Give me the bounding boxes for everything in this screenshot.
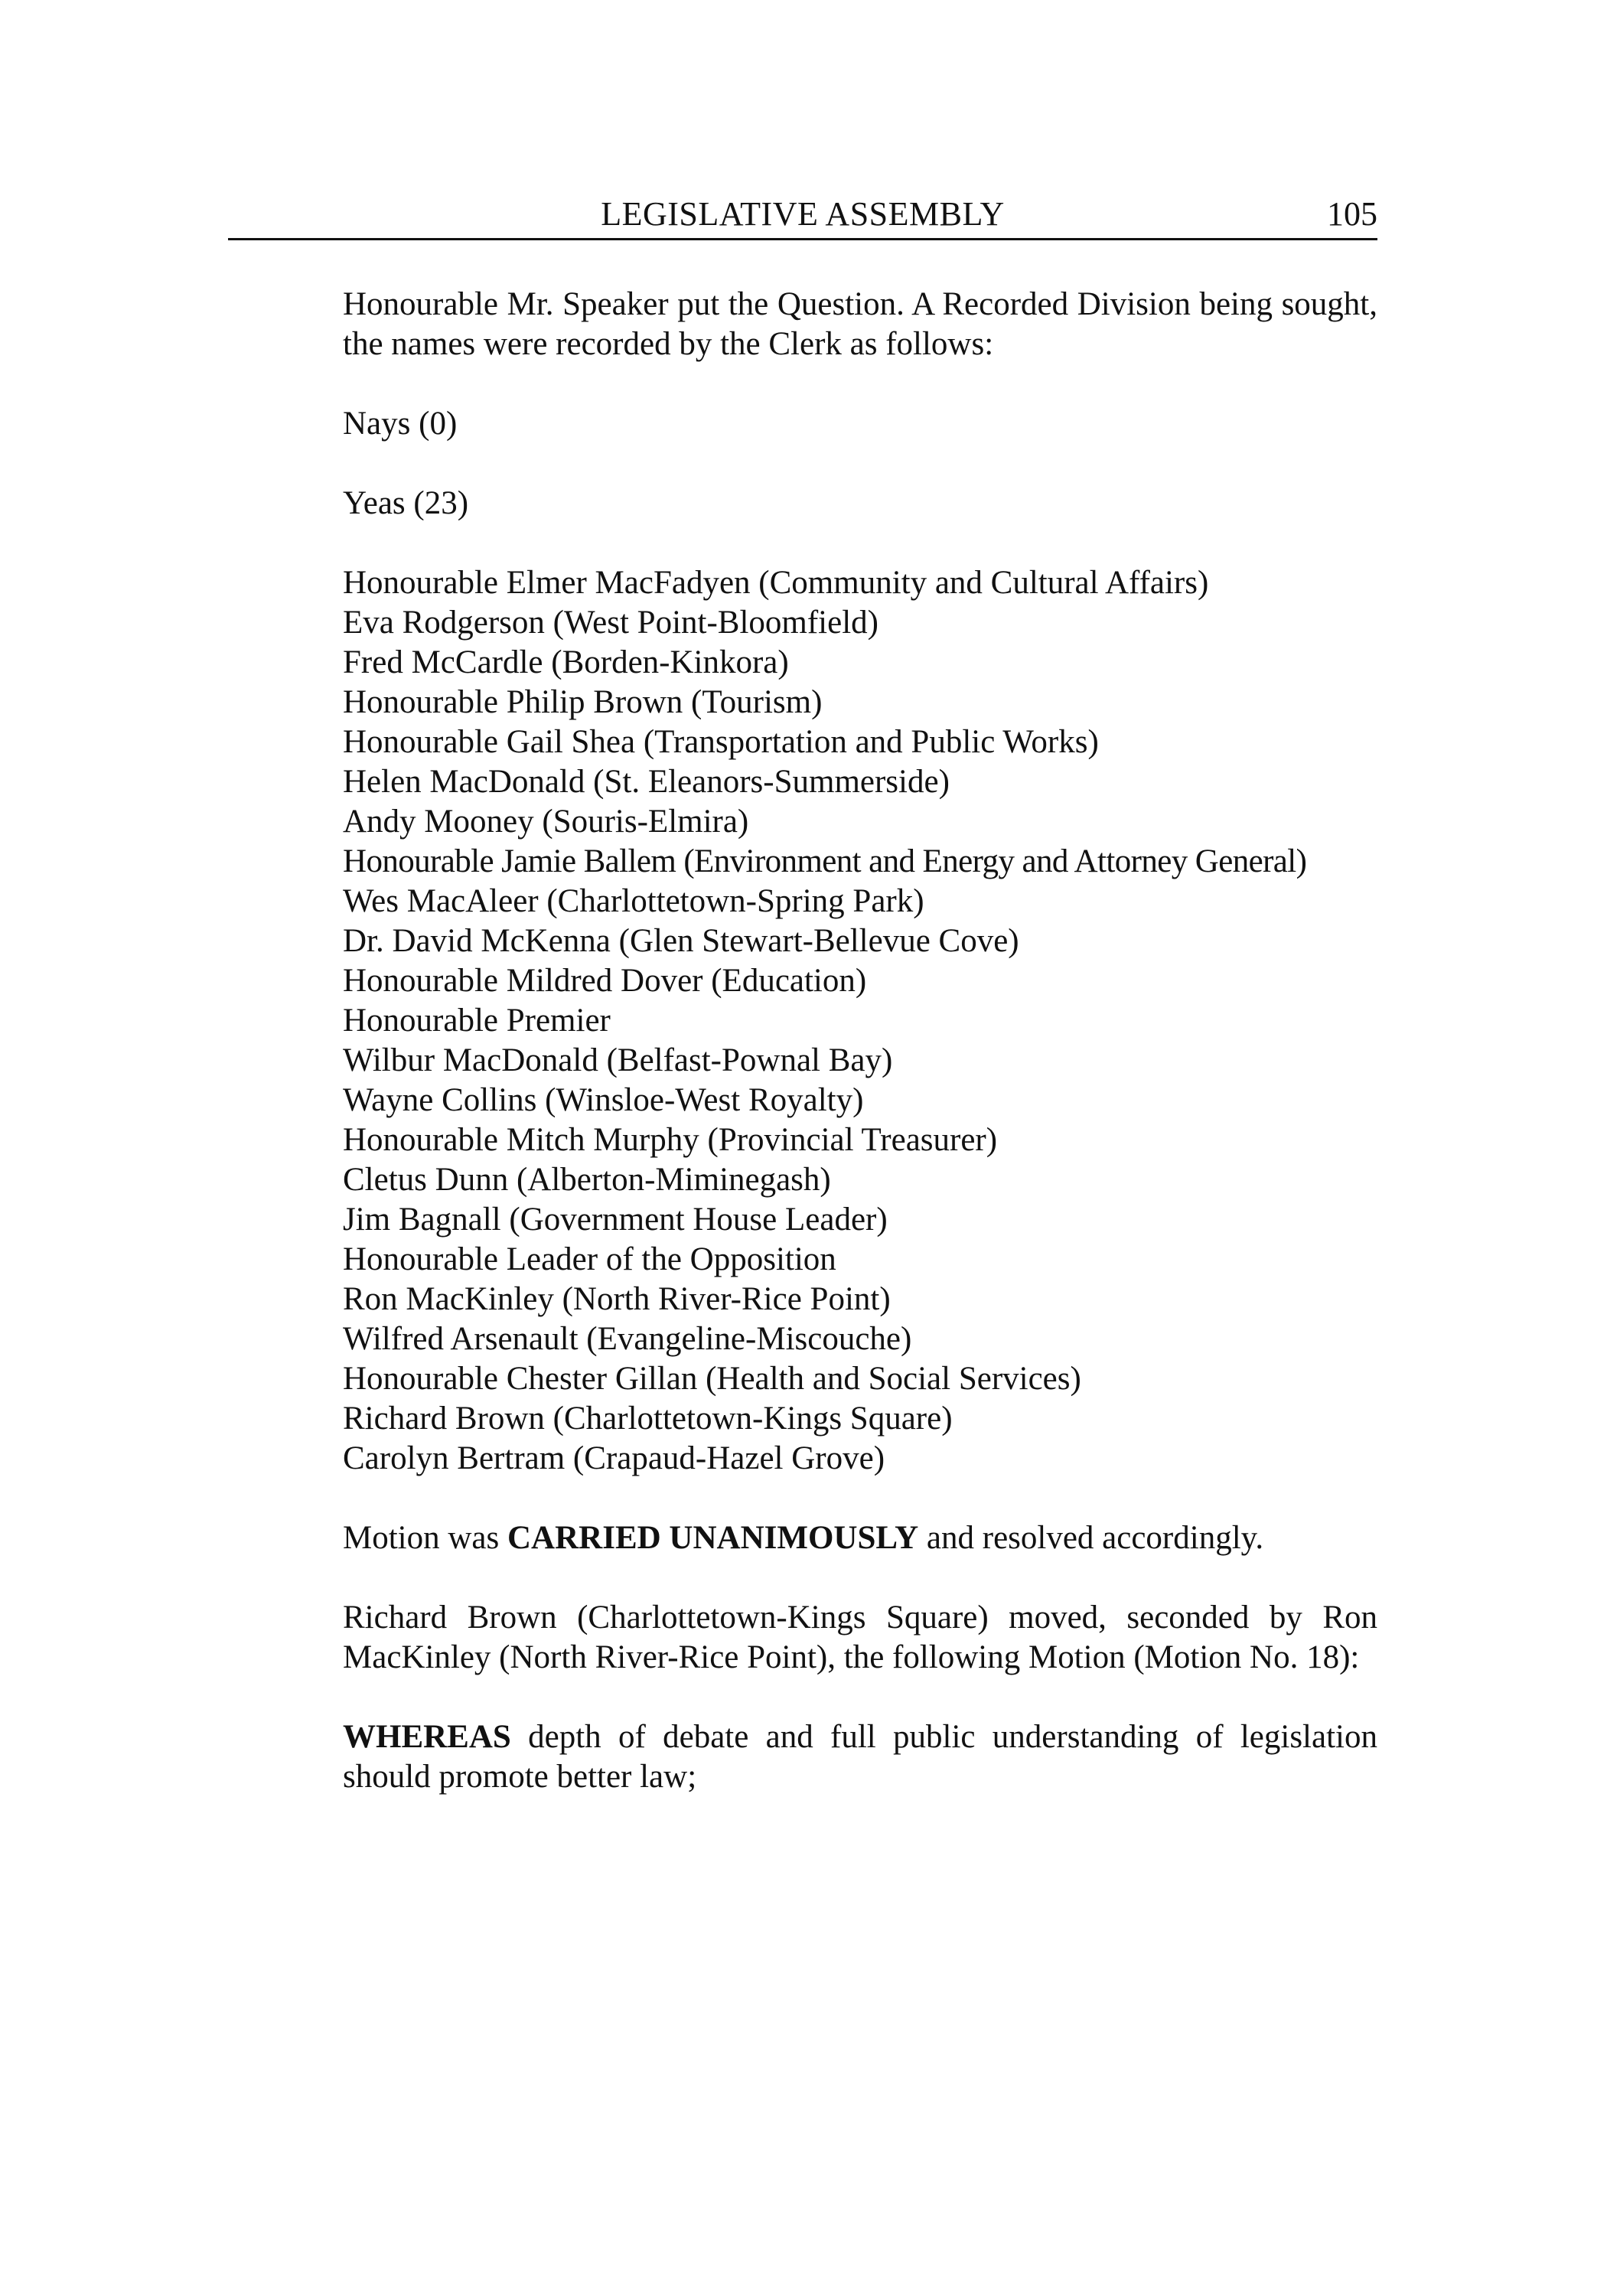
member-entry: Wayne Collins (Winsloe-West Royalty) (343, 1082, 864, 1118)
yeas-heading: Yeas (23) (343, 485, 469, 521)
motion-result (343, 1518, 1377, 1558)
division-intro: Honourable Mr. Speaker put the Question. A Recorded Division being sought, the names were recorded by the Clerk as follows: (343, 286, 1377, 362)
member-entry: Honourable Chester Gillan (Health and Social Services) (343, 1361, 1081, 1397)
yeas-member-list (343, 563, 1377, 1479)
whereas-clause (343, 1717, 1377, 1797)
member-entry: Jim Bagnall (Government House Leader) (343, 1202, 888, 1238)
result-prefix: Motion was (343, 1520, 507, 1556)
running-head-title: LEGISLATIVE ASSEMBLY (601, 195, 1005, 233)
member-entry: Wilfred Arsenault (Evangeline-Miscouche) (343, 1321, 912, 1357)
member-entry: Carolyn Bertram (Crapaud-Hazel Grove) (343, 1440, 885, 1476)
member-entry: Helen MacDonald (St. Eleanors-Summerside) (343, 764, 950, 800)
member-entry: Honourable Mitch Murphy (Provincial Treasurer) (343, 1122, 998, 1158)
member-entry: Richard Brown (Charlottetown-Kings Square) (343, 1401, 953, 1437)
member-entry: Fred McCardle (Borden-Kinkora) (343, 644, 789, 680)
nays-heading: Nays (0) (343, 406, 458, 442)
member-entry: Wes MacAleer (Charlottetown-Spring Park) (343, 883, 924, 919)
member-entry: Ron MacKinley (North River-Rice Point) (343, 1281, 891, 1317)
member-entry: Honourable Elmer MacFadyen (Community and Cultural Affairs) (343, 565, 1209, 601)
member-entry: Dr. David McKenna (Glen Stewart-Bellevue Cove) (343, 923, 1019, 959)
member-entry: Honourable Jamie Ballem (Environment and Energy and Attorney General) (343, 843, 1307, 879)
member-entry: Honourable Philip Brown (Tourism) (343, 684, 823, 720)
running-head (228, 191, 1377, 237)
result-suffix: and resolved accordingly. (918, 1520, 1264, 1556)
whereas-text: depth of debate and full public understanding of legislation should promote better law; (343, 1719, 1377, 1795)
member-entry: Honourable Leader of the Opposition (343, 1241, 836, 1277)
header-rule (228, 238, 1377, 240)
member-entry: Wilbur MacDonald (Belfast-Pownal Bay) (343, 1042, 893, 1078)
page-number: 105 (1327, 195, 1377, 233)
member-entry: Honourable Mildred Dover (Education) (343, 963, 867, 999)
journal-body (343, 285, 1377, 1797)
whereas-keyword: WHEREAS (343, 1719, 511, 1755)
member-entry: Cletus Dunn (Alberton-Miminegash) (343, 1162, 831, 1198)
result-emphasis: CARRIED UNANIMOUSLY (507, 1520, 919, 1556)
member-entry: Eva Rodgerson (West Point-Bloomfield) (343, 605, 878, 641)
motion-statement: Richard Brown (Charlottetown-Kings Square) moved, seconded by Ron MacKinley (North River-Rice Point), the following Motion (Motion No. 18): (343, 1600, 1377, 1675)
member-entry: Honourable Premier (343, 1003, 611, 1039)
member-entry: Honourable Gail Shea (Transportation and Public Works) (343, 724, 1099, 760)
member-entry: Andy Mooney (Souris-Elmira) (343, 804, 749, 840)
